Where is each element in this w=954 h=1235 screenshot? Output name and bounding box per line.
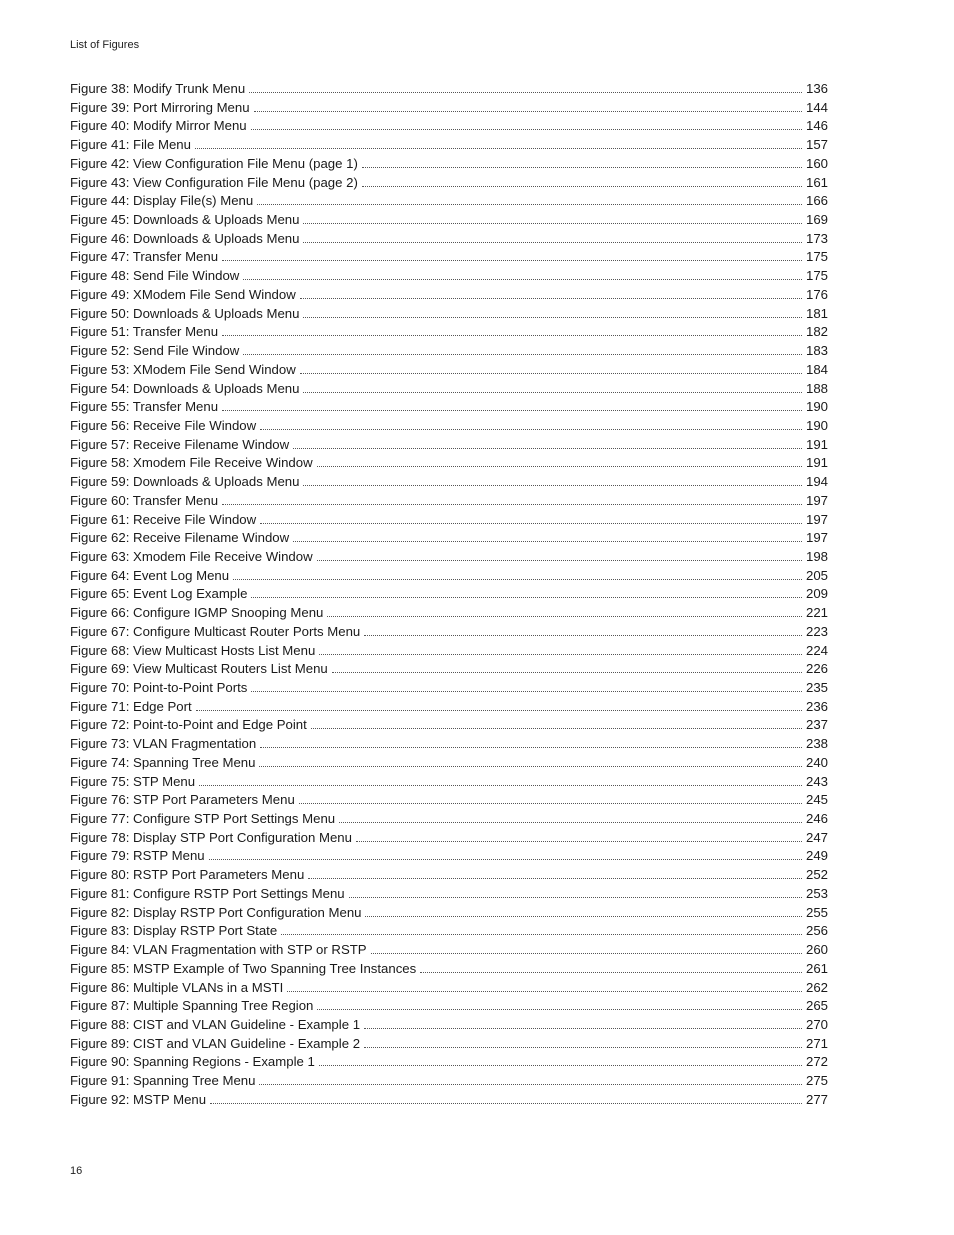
dot-leader (222, 259, 802, 261)
figure-page-number: 197 (805, 511, 828, 527)
toc-entry[interactable] (70, 922, 828, 941)
dot-leader (327, 615, 802, 617)
toc-entry[interactable] (70, 436, 828, 455)
figure-title: Figure 70: Point-to-Point Ports (70, 680, 248, 695)
figure-title: Figure 42: View Configuration File Menu (page 1) (70, 155, 358, 171)
toc-entry[interactable] (70, 885, 828, 904)
toc-entry[interactable] (70, 305, 828, 324)
figure-page-number: 166 (805, 193, 828, 209)
figure-title: Figure 48: Send File Window (70, 268, 240, 284)
figure-page-number: 226 (805, 661, 828, 677)
dot-leader (362, 166, 802, 168)
toc-entry[interactable] (70, 997, 828, 1016)
dot-leader (356, 840, 802, 842)
dot-leader (303, 222, 802, 224)
dot-leader (251, 690, 802, 692)
toc-entry[interactable] (70, 192, 828, 211)
figure-title: Figure 72: Point-to-Point and Edge Point (70, 717, 307, 733)
figure-page-number: 183 (805, 343, 828, 359)
figure-title: Figure 60: Transfer Menu (70, 492, 219, 508)
figure-page-number: 236 (805, 698, 828, 714)
figure-title: Figure 86: Multiple VLANs in a MSTI (70, 979, 284, 995)
running-header: List of Figures (70, 39, 140, 51)
figure-title: Figure 49: XModem File Send Window (70, 286, 296, 302)
dot-leader (222, 503, 802, 505)
figure-page-number: 176 (805, 286, 828, 302)
figure-page-number: 271 (805, 1035, 828, 1051)
dot-leader (195, 147, 802, 149)
figure-page-number: 238 (805, 736, 828, 752)
toc-entry[interactable] (70, 323, 828, 342)
figure-page-number: 246 (805, 811, 828, 827)
figure-title: Figure 57: Receive Filename Window (70, 436, 290, 452)
toc-entry[interactable] (70, 623, 828, 642)
figure-title: Figure 82: Display RSTP Port Configuration Menu (70, 904, 362, 920)
dot-leader (300, 372, 802, 374)
toc-entry[interactable] (70, 174, 828, 193)
dot-leader (303, 241, 802, 243)
dot-leader (308, 877, 802, 879)
toc-entry[interactable] (70, 904, 828, 923)
figure-page-number: 169 (805, 212, 828, 228)
figure-title: Figure 64: Event Log Menu (70, 567, 230, 583)
figure-page-number: 245 (805, 792, 828, 808)
dot-leader (365, 915, 802, 917)
figure-title: Figure 61: Receive File Window (70, 511, 257, 527)
dot-leader (243, 353, 802, 355)
figure-title: Figure 47: Transfer Menu (70, 249, 219, 265)
toc-entry[interactable] (70, 155, 828, 174)
toc-entry[interactable] (70, 80, 828, 99)
figure-title: Figure 71: Edge Port (70, 698, 192, 714)
figure-page-number: 262 (805, 979, 828, 995)
toc-entry[interactable] (70, 1035, 828, 1054)
toc-entry[interactable] (70, 454, 828, 473)
figure-title: Figure 58: Xmodem File Receive Window (70, 455, 313, 471)
figure-title: Figure 65: Event Log Example (70, 586, 248, 602)
toc-entry[interactable] (70, 847, 828, 866)
dot-leader (303, 316, 802, 318)
dot-leader (420, 971, 802, 973)
toc-entry[interactable] (70, 941, 828, 960)
figure-title: Figure 88: CIST and VLAN Guideline - Example 1 (70, 1016, 361, 1032)
dot-leader (281, 933, 802, 935)
toc-entry[interactable] (70, 829, 828, 848)
figure-title: Figure 73: VLAN Fragmentation (70, 736, 257, 752)
dot-leader (260, 746, 802, 748)
figure-title: Figure 66: Configure IGMP Snooping Menu (70, 605, 324, 621)
figure-page-number: 256 (805, 923, 828, 939)
dot-leader (260, 522, 802, 524)
dot-leader (364, 1027, 802, 1029)
figure-page-number: 197 (805, 530, 828, 546)
figure-page-number: 221 (805, 605, 828, 621)
toc-entry[interactable] (70, 99, 828, 118)
figure-page-number: 252 (805, 867, 828, 883)
dot-leader (364, 634, 802, 636)
dot-leader (243, 278, 802, 280)
dot-leader (233, 578, 802, 580)
dot-leader (222, 334, 802, 336)
figure-title: Figure 43: View Configuration File Menu (page 2) (70, 174, 358, 190)
figure-page-number: 184 (805, 361, 828, 377)
dot-leader (364, 1046, 802, 1048)
figure-title: Figure 62: Receive Filename Window (70, 530, 290, 546)
dot-leader (317, 465, 802, 467)
toc-entry[interactable] (70, 642, 828, 661)
figure-title: Figure 87: Multiple Spanning Tree Region (70, 998, 314, 1014)
figure-page-number: 190 (805, 399, 828, 415)
dot-leader (293, 540, 802, 542)
figure-title: Figure 78: Display STP Port Configuration Menu (70, 829, 352, 845)
dot-leader (251, 596, 802, 598)
toc-entry[interactable] (70, 660, 828, 679)
dot-leader (339, 821, 802, 823)
figure-title: Figure 39: Port Mirroring Menu (70, 99, 250, 115)
figure-page-number: 247 (805, 829, 828, 845)
dot-leader (287, 990, 802, 992)
toc-entry[interactable] (70, 679, 828, 698)
dot-leader (222, 409, 802, 411)
dot-leader (251, 128, 802, 130)
figure-title: Figure 80: RSTP Port Parameters Menu (70, 867, 305, 883)
toc-entry[interactable] (70, 511, 828, 530)
toc-entry[interactable] (70, 248, 828, 267)
toc-entry[interactable] (70, 529, 828, 548)
toc-entry[interactable] (70, 979, 828, 998)
figure-page-number: 160 (805, 155, 828, 171)
figure-title: Figure 40: Modify Mirror Menu (70, 118, 247, 134)
figure-title: Figure 77: Configure STP Port Settings Menu (70, 811, 336, 827)
figure-title: Figure 52: Send File Window (70, 343, 240, 359)
figure-title: Figure 41: File Menu (70, 137, 191, 153)
figure-page-number: 237 (805, 717, 828, 733)
figure-page-number: 272 (805, 1054, 828, 1070)
figure-page-number: 191 (805, 436, 828, 452)
figure-page-number: 136 (805, 81, 828, 96)
figure-page-number: 144 (805, 99, 828, 115)
toc-entry[interactable] (70, 960, 828, 979)
dot-leader (311, 727, 802, 729)
figure-title: Figure 79: RSTP Menu (70, 848, 205, 864)
figure-title: Figure 51: Transfer Menu (70, 324, 219, 340)
figure-title: Figure 38: Modify Trunk Menu (70, 81, 246, 96)
page-number: 16 (70, 1165, 83, 1177)
toc-entry[interactable] (70, 773, 828, 792)
toc-entry[interactable] (70, 716, 828, 735)
toc-entry[interactable] (70, 286, 828, 305)
toc-entry[interactable] (70, 604, 828, 623)
dot-leader (319, 653, 802, 655)
figure-title: Figure 83: Display RSTP Port State (70, 923, 278, 939)
figure-title: Figure 69: View Multicast Routers List Menu (70, 661, 328, 677)
dot-leader (332, 671, 802, 673)
figure-page-number: 146 (805, 118, 828, 134)
toc-entry[interactable] (70, 810, 828, 829)
toc-entry[interactable] (70, 211, 828, 230)
dot-leader (260, 428, 802, 430)
figure-page-number: 181 (805, 305, 828, 321)
toc-entry[interactable] (70, 492, 828, 511)
figure-page-number: 277 (805, 1091, 828, 1107)
dot-leader (199, 784, 802, 786)
figure-page-number: 161 (805, 174, 828, 190)
figure-title: Figure 50: Downloads & Uploads Menu (70, 305, 300, 321)
figure-page-number: 243 (805, 773, 828, 789)
dot-leader (300, 297, 802, 299)
toc-entry[interactable] (70, 735, 828, 754)
figure-page-number: 253 (805, 885, 828, 901)
dot-leader (303, 391, 802, 393)
toc-entry[interactable] (70, 754, 828, 773)
toc-entry[interactable] (70, 473, 828, 492)
toc-entry[interactable] (70, 585, 828, 604)
toc-entry[interactable] (70, 417, 828, 436)
figure-title: Figure 91: Spanning Tree Menu (70, 1073, 256, 1089)
figure-title: Figure 92: MSTP Menu (70, 1091, 207, 1107)
toc-entry[interactable] (70, 117, 828, 136)
figure-page-number: 209 (805, 586, 828, 602)
dot-leader (362, 185, 802, 187)
figure-page-number: 191 (805, 455, 828, 471)
figure-page-number: 265 (805, 998, 828, 1014)
figure-title: Figure 81: Configure RSTP Port Settings Menu (70, 885, 345, 901)
dot-leader (249, 91, 802, 93)
dot-leader (349, 896, 802, 898)
toc-entry[interactable] (70, 380, 828, 399)
figure-page-number: 270 (805, 1016, 828, 1032)
toc-entry[interactable] (70, 136, 828, 155)
figure-page-number: 260 (805, 942, 828, 958)
figure-title: Figure 89: CIST and VLAN Guideline - Example 2 (70, 1035, 361, 1051)
dot-leader (259, 1083, 802, 1085)
toc-entry[interactable] (70, 267, 828, 286)
toc-entry[interactable] (70, 1016, 828, 1035)
figure-page-number: 261 (805, 960, 828, 976)
figure-title: Figure 46: Downloads & Uploads Menu (70, 230, 300, 246)
figure-page-number: 197 (805, 492, 828, 508)
figure-page-number: 224 (805, 642, 828, 658)
dot-leader (196, 709, 802, 711)
figure-page-number: 249 (805, 848, 828, 864)
figure-title: Figure 75: STP Menu (70, 773, 196, 789)
toc-entry[interactable] (70, 791, 828, 810)
figure-page-number: 275 (805, 1073, 828, 1089)
dot-leader (210, 1102, 802, 1104)
toc-entry[interactable] (70, 866, 828, 885)
figure-page-number: 175 (805, 268, 828, 284)
figure-page-number: 235 (805, 680, 828, 695)
toc-entry[interactable] (70, 548, 828, 567)
dot-leader (293, 447, 802, 449)
toc-entry[interactable] (70, 1072, 828, 1091)
figure-page-number: 240 (805, 754, 828, 770)
figure-page-number: 205 (805, 567, 828, 583)
dot-leader (317, 559, 802, 561)
figure-page-number: 173 (805, 230, 828, 246)
dot-leader (299, 802, 802, 804)
figure-page-number: 198 (805, 548, 828, 564)
toc-entry[interactable] (70, 398, 828, 417)
figure-title: Figure 90: Spanning Regions - Example 1 (70, 1054, 315, 1070)
figure-title: Figure 85: MSTP Example of Two Spanning Tree Instances (70, 960, 417, 976)
dot-leader (371, 952, 802, 954)
figure-title: Figure 55: Transfer Menu (70, 399, 219, 415)
figure-title: Figure 74: Spanning Tree Menu (70, 754, 256, 770)
figure-title: Figure 76: STP Port Parameters Menu (70, 792, 295, 808)
dot-leader (209, 858, 802, 860)
dot-leader (259, 765, 802, 767)
dot-leader (317, 1008, 802, 1010)
figure-title: Figure 84: VLAN Fragmentation with STP or RSTP (70, 942, 367, 958)
dot-leader (254, 110, 802, 112)
toc-entry[interactable] (70, 361, 828, 380)
figure-page-number: 188 (805, 380, 828, 396)
figure-title: Figure 63: Xmodem File Receive Window (70, 548, 313, 564)
list-of-figures (70, 80, 828, 1110)
figure-page-number: 190 (805, 417, 828, 433)
dot-leader (319, 1064, 802, 1066)
figure-page-number: 223 (805, 623, 828, 639)
figure-title: Figure 68: View Multicast Hosts List Menu (70, 642, 316, 658)
toc-entry[interactable] (70, 342, 828, 361)
toc-entry[interactable] (70, 567, 828, 586)
figure-title: Figure 45: Downloads & Uploads Menu (70, 212, 300, 228)
toc-entry[interactable] (70, 230, 828, 249)
figure-page-number: 194 (805, 474, 828, 490)
figure-page-number: 175 (805, 249, 828, 265)
figure-page-number: 157 (805, 137, 828, 153)
figure-page-number: 255 (805, 904, 828, 920)
figure-title: Figure 44: Display File(s) Menu (70, 193, 254, 209)
toc-entry[interactable] (70, 1091, 828, 1110)
toc-entry[interactable] (70, 698, 828, 717)
toc-entry[interactable] (70, 1053, 828, 1072)
figure-title: Figure 54: Downloads & Uploads Menu (70, 380, 300, 396)
figure-page-number: 182 (805, 324, 828, 340)
dot-leader (303, 484, 802, 486)
figure-title: Figure 53: XModem File Send Window (70, 361, 296, 377)
figure-title: Figure 59: Downloads & Uploads Menu (70, 474, 300, 490)
dot-leader (257, 203, 802, 205)
figure-title: Figure 67: Configure Multicast Router Ports Menu (70, 623, 361, 639)
figure-title: Figure 56: Receive File Window (70, 417, 257, 433)
